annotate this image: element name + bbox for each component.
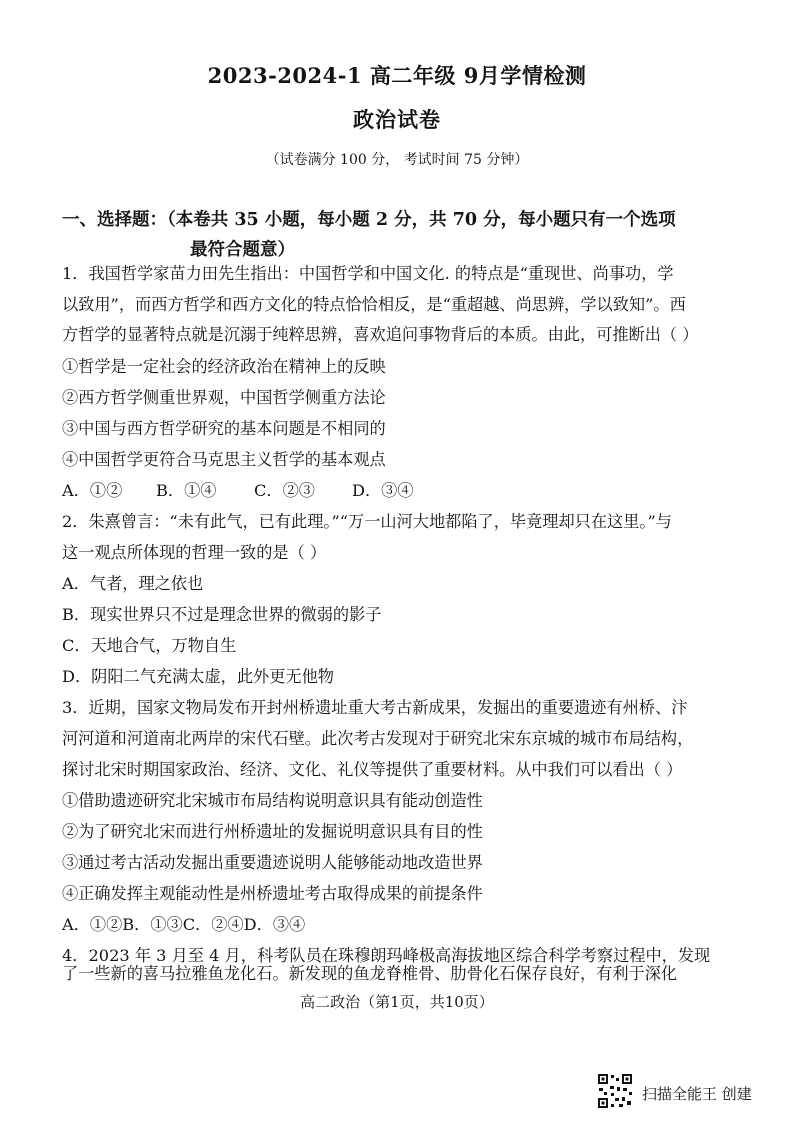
question-1-item: ②西方哲学侧重世界观，中国哲学侧重方法论 (62, 388, 386, 407)
question-4-stem: 了一些新的喜马拉雅鱼龙化石。新发现的鱼龙脊椎骨、肋骨化石保存良好，有利于深化 (62, 964, 678, 983)
qr-code-icon (597, 1073, 633, 1109)
page-footer: 高二政治（第1页，共10页） (300, 993, 494, 1011)
question-3-stem: 河河道和河道南北两岸的宋代石壁。此次考古发现对于研究北宋东京城的城市布局结构， (62, 729, 694, 748)
question-3-stem: 探讨北宋时期国家政治、经济、文化、礼仪等提供了重要材料。从中我们可以看出（ ） (62, 760, 683, 779)
question-1-item: ③中国与西方哲学研究的基本问题是不相同的 (62, 419, 386, 438)
question-1-options (62, 483, 414, 499)
question-3-stem: 3．近期，国家文物局发布开封州桥遗址重大考古新成果，发掘出的重要遗迹有州桥、汴 (62, 698, 688, 717)
question-2-stem: 这一观点所体现的哲理一致的是（ ） (62, 543, 327, 562)
section-heading: 一、选择题：（本卷共 35 小题，每小题 2 分，共 70 分，每小题只有一个选项 (62, 210, 676, 230)
question-2-option[interactable]: B．现实世界只不过是理念世界的微弱的影子 (62, 605, 382, 624)
option-a[interactable]: A．①② (62, 481, 123, 500)
option-b[interactable]: B．①④ (156, 481, 217, 500)
question-4-stem: 4．2023 年 3 月至 4 月，科考队员在珠穆朗玛峰极高海拔地区综合科学考察过程中，发现 (62, 946, 711, 965)
exam-note: （试卷满分 100 分， 考试时间 75 分钟） (265, 152, 529, 168)
scanner-watermark: 扫描全能王 创建 (642, 1085, 752, 1103)
question-1-stem: 以致用”，而西方哲学和西方文化的特点恰恰相反，是“重超越、尚思辨，学以致知”。西 (62, 295, 686, 314)
option-c[interactable]: C．②③ (254, 481, 315, 500)
question-3-item: ③通过考古活动发掘出重要遗迹说明人能够能动地改造世界 (62, 853, 483, 872)
question-3-item: ①借助遗迹研究北宋城市布局结构说明意识具有能动创造性 (62, 791, 483, 810)
question-2-option[interactable]: D．阴阳二气充满太虚，此外更无他物 (62, 667, 334, 686)
question-3-item: ④正确发挥主观能动性是州桥遗址考古取得成果的前提条件 (62, 884, 483, 903)
question-3-options[interactable]: A．①②B．①③C．②④D．③④ (62, 915, 306, 934)
question-3-item: ②为了研究北宋而进行州桥遗址的发掘说明意识具有目的性 (62, 822, 483, 841)
option-d[interactable]: D．③④ (352, 481, 414, 500)
question-2-option[interactable]: C．天地合气，万物自生 (62, 636, 237, 655)
question-1-stem: 1．我国哲学家苗力田先生指出：中国哲学和中国文化. 的特点是“重现世、尚事功，学 (62, 264, 674, 283)
exam-subject: 政治试卷 (353, 107, 441, 132)
question-1-item: ④中国哲学更符合马克思主义哲学的基本观点 (62, 450, 386, 469)
question-2-stem: 2．朱熹曾言：“未有此气，已有此理。”“万一山河大地都陷了，毕竟理却只在这里。”与 (62, 512, 672, 531)
section-heading-cont: 最符合题意） (190, 240, 295, 260)
question-2-option[interactable]: A．气者，理之依也 (62, 574, 204, 593)
exam-title: 2023-2024-1 高二年级 9月学情检测 (207, 63, 587, 88)
question-1-stem: 方哲学的显著特点就是沉溺于纯粹思辨，喜欢追问事物背后的本质。由此，可推断出（ ） (62, 325, 699, 344)
question-1-item: ①哲学是一定社会的经济政治在精神上的反映 (62, 357, 386, 376)
